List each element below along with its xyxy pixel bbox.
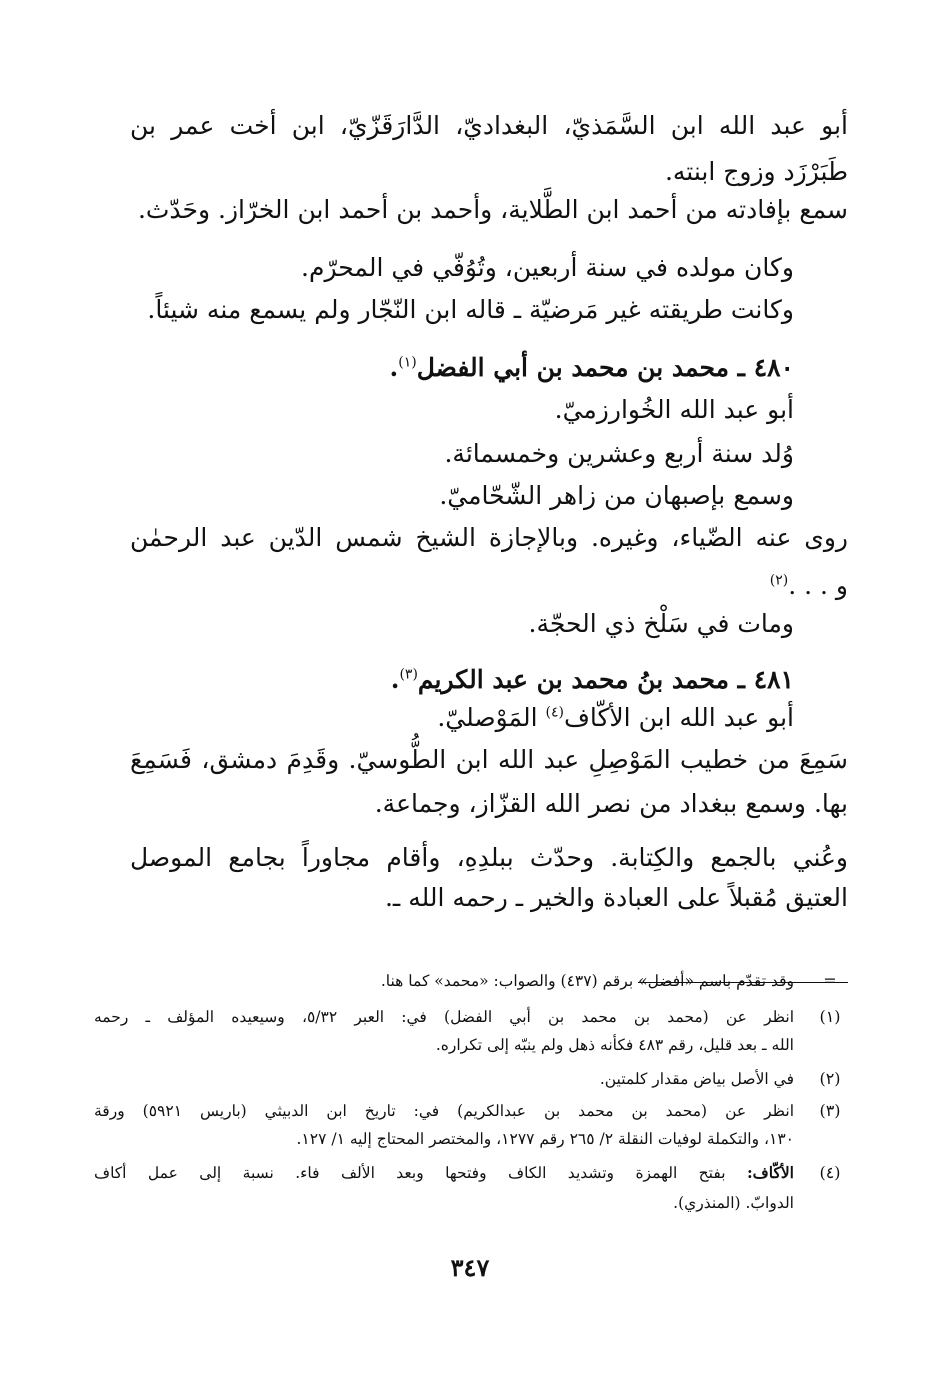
entry-480-title: ٤٨٠ ـ محمد بن محمد بن أبي الفضل	[416, 353, 794, 382]
footnote-4-text: بفتح الهمزة وتشديد الكاف وفتحها وبعد الألف فاء. نسبة إلى عمل أكاف	[94, 1164, 726, 1182]
footnote-ref-3[interactable]: (٣)	[399, 666, 418, 683]
entry-479-birth: وكان مولده في سنة أربعين، وتُوُفّي في المحرّم.	[301, 253, 794, 282]
entry-479-line-1: أبو عبد الله ابن السَّمَذيّ، البغداديّ، الدَّارَقَزّيّ، ابن أخت عمر بن	[130, 111, 848, 140]
footnote-3-line-1: انظر عن (محمد بن محمد بن عبدالكريم) في: تاريخ ابن الدبيثي (باريس ٥٩٢١) ورقة	[94, 1102, 794, 1120]
footnote-ref-2[interactable]: (٢)	[769, 572, 789, 589]
entry-481-devoted-2: العتيق مُقبلاً على العبادة والخير ـ رحمه الله ـ.	[384, 883, 848, 912]
page-number: ٣٤٧	[450, 1253, 490, 1282]
footnote-1-number: (١)	[819, 1007, 841, 1026]
entry-480-born: وُلد سنة أربع وعشرين وخمسمائة.	[444, 439, 794, 468]
footnote-ref-4[interactable]: (٤)	[545, 704, 564, 721]
footnote-4-line-2: الدوابّ. (المنذري).	[673, 1194, 794, 1212]
footnote-continuation-mark: =	[823, 971, 837, 990]
footnote-continuation: وقد تقدّم باسم «أفضل» برقم (٤٣٧) والصواب: «محمد» كما هنا.	[380, 972, 794, 990]
entry-481-title: ٤٨١ ـ محمد بنُ محمد بن عبد الكريم	[417, 665, 794, 694]
entry-481-name-b: المَوْصليّ.	[437, 703, 538, 732]
entry-481-heading	[391, 660, 794, 700]
footnote-4-number: (٤)	[819, 1163, 841, 1182]
entry-480-cont-text: و . . .	[788, 571, 848, 600]
entry-479-line-2: طَبَرْزَد وزوج ابنته.	[664, 157, 848, 186]
footnote-4-term: الأكّاف:	[746, 1163, 794, 1182]
entry-481-heard-2: بها. وسمع ببغداد من نصر الله القزّاز، وجماعة.	[374, 789, 848, 818]
entry-481-name-a: أبو عبد الله ابن الأكّاف	[563, 703, 794, 732]
entry-481-title-end: .	[390, 665, 400, 694]
entry-480-narrated: روى عنه الضّياء، وغيره. وبالإجازة الشيخ شمس الدّين عبد الرحمٰن	[130, 523, 848, 552]
entry-481-devoted-1: وعُني بالجمع والكِتابة. وحدّث ببلدِهِ، وأقام مجاوراً بجامع الموصل	[130, 843, 848, 872]
entry-481-heard-1: سَمِعَ من خطيب المَوْصِلِ عبد الله ابن الطُّوسيّ. وقَدِمَ دمشق، فَسَمِعَ	[130, 745, 848, 774]
footnote-2-number: (٢)	[819, 1069, 841, 1088]
entry-480-death: ومات في سَلْخ ذي الحجّة.	[528, 609, 794, 638]
footnote-4-line-1	[94, 1160, 794, 1186]
entry-480-cont	[770, 566, 848, 606]
footnote-2-line-1: في الأصل بياض مقدار كلمتين.	[599, 1070, 794, 1088]
footnote-3-line-2: ١٣٠، والتكملة لوفيات النقلة ٢/ ٢٦٥ رقم ١٢٧٧، والمختصر المحتاج إليه ١/ ١٢٧.	[296, 1130, 794, 1148]
footnote-3-number: (٣)	[819, 1101, 841, 1120]
entry-480-heard: وسمع بإصبهان من زاهر الشّحّاميّ.	[439, 481, 794, 510]
entry-480-title-end: .	[389, 353, 399, 382]
entry-480-name: أبو عبد الله الخُوارزميّ.	[554, 395, 794, 424]
footnote-1-line-2: الله ـ بعد قليل، رقم ٤٨٣ فكأنه ذهل ولم ينبّه إلى تكراره.	[435, 1036, 794, 1054]
entry-479-conduct: وكانت طريقته غير مَرضيّة ـ قاله ابن النّجّار ولم يسمع منه شيئاً.	[147, 295, 794, 324]
footnote-1-line-1: انظر عن (محمد بن محمد بن أبي الفضل) في: العبر ٥/٣٢، وسيعيده المؤلف ـ رحمه	[94, 1008, 794, 1026]
entry-479-heard: سمع بإفادته من أحمد ابن الطَّلاية، وأحمد بن أحمد ابن الخرّاز. وحَدّث.	[137, 195, 848, 224]
entry-481-name	[437, 698, 794, 738]
entry-480-heading	[390, 348, 794, 388]
footnote-ref-1[interactable]: (١)	[398, 354, 417, 371]
